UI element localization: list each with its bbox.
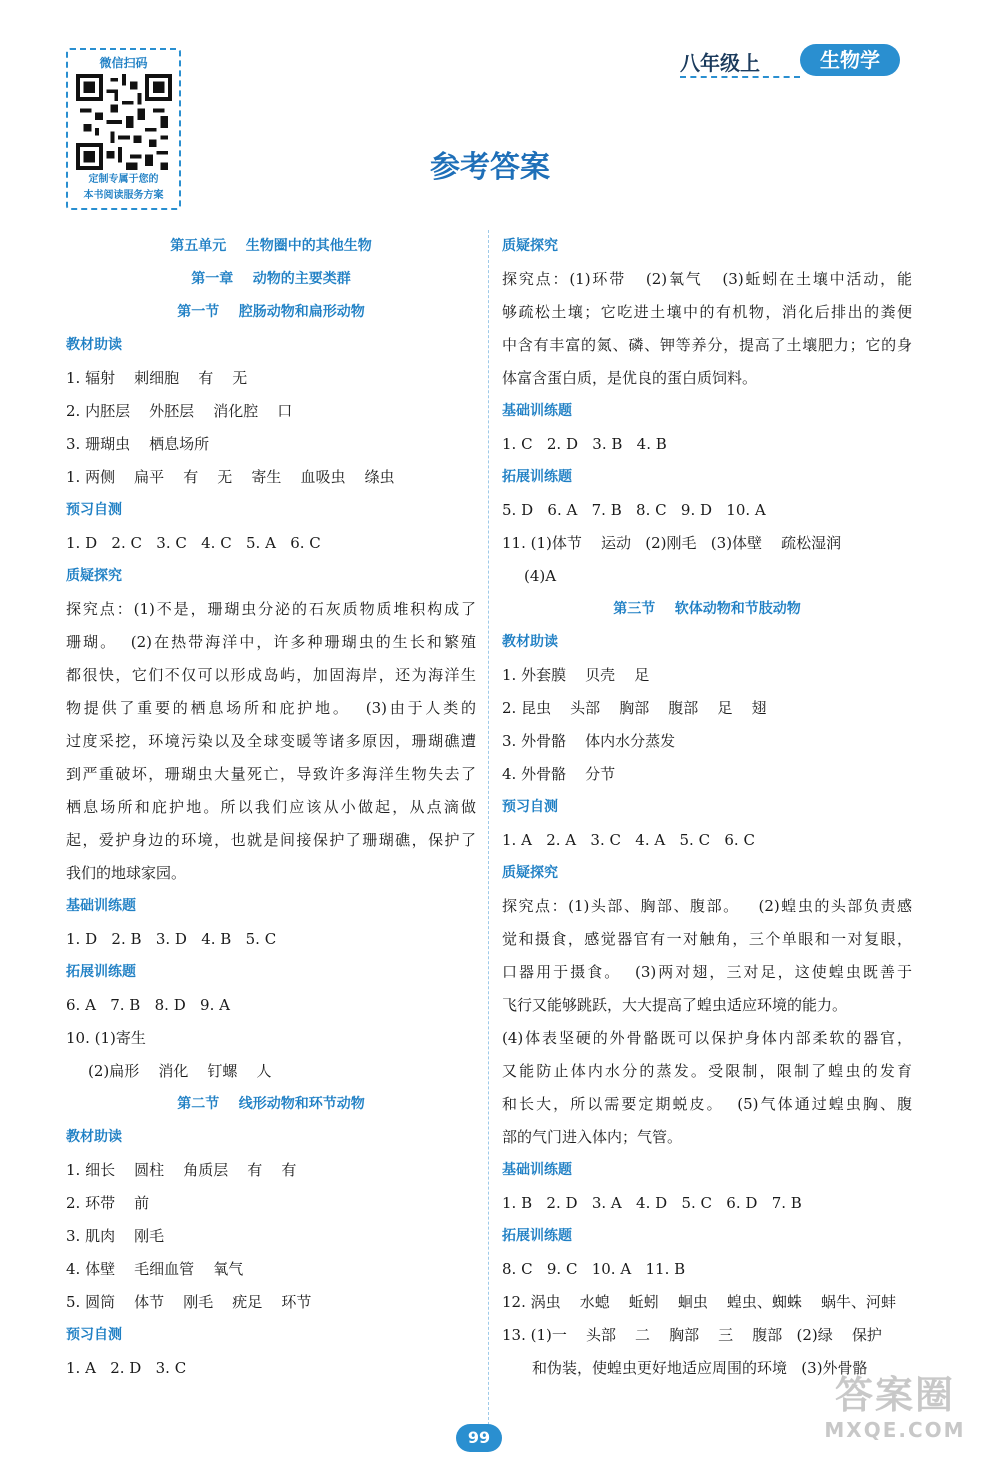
answer-line: 5. D 6. A 7. B 8. C 9. D 10. A (502, 501, 766, 519)
answer-line: 8. C 9. C 10. A 11. B (502, 1260, 686, 1278)
subsection-heading: 质疑探究 (66, 568, 122, 584)
subsection-heading: 拓展训练题 (502, 469, 572, 485)
answer-line: 和长大，所以需要定期蜕皮。 (5)气体通过蝗虫胸、腹 (502, 1095, 912, 1113)
grade-label: 八年级上 (680, 51, 760, 75)
right-column (502, 230, 912, 1385)
answer-line: 体富含蛋白质，是优良的蛋白质饲料。 (502, 369, 758, 387)
subsection-heading: 预习自测 (66, 1327, 122, 1343)
answer-line: 4. 外骨骼 分节 (502, 765, 616, 783)
column-divider (488, 230, 489, 1440)
answer-line: 探究点：(1)不是，珊瑚虫分泌的石灰质物质堆积构成了 (66, 600, 476, 618)
section-heading: 第三节 软体动物和节肢动物 (613, 601, 801, 617)
qr-caption-line-2: 本书阅读服务方案 (83, 190, 164, 201)
answer-line: 3. 肌肉 刚毛 (66, 1227, 165, 1245)
qr-caption-line-1: 定制专属于您的 (88, 174, 159, 185)
answer-line: 过度采挖，环境污染以及全球变暖等诸多原因，珊瑚礁遭 (66, 732, 476, 750)
answer-line: (4)体表坚硬的外骨骼既可以保护身体内部柔软的器官， (502, 1029, 912, 1047)
section-heading: 第二节 线形动物和环节动物 (177, 1096, 365, 1112)
answer-line: 我们的地球家园。 (66, 864, 187, 882)
answer-line: 探究点：(1)头部、胸部、腹部。 (2)蝗虫的头部负责感 (502, 897, 912, 915)
answer-line: 部的气门进入体内；气管。 (502, 1128, 683, 1146)
subsection-heading: 拓展训练题 (66, 964, 136, 980)
answer-line: 到严重破坏，珊瑚虫大量死亡，导致许多海洋生物失去了 (66, 765, 476, 783)
subsection-heading: 预习自测 (66, 502, 122, 518)
section-heading: 第一章 动物的主要类群 (191, 271, 351, 287)
subsection-heading: 教材助读 (502, 634, 558, 650)
answer-line: 珊瑚。 (2)在热带海洋中，许多种珊瑚虫的生长和繁殖 (66, 633, 476, 651)
subsection-heading: 教材助读 (66, 337, 122, 353)
section-heading: 第五单元 生物圈中的其他生物 (170, 238, 372, 254)
answer-line: 飞行又能够跳跃，大大提高了蝗虫适应环境的能力。 (502, 996, 848, 1014)
subsection-heading: 拓展训练题 (502, 1228, 572, 1244)
answer-line: 起，爱护身边的环境，也就是间接保护了珊瑚礁，保护了 (66, 831, 476, 849)
subject-badge: 生物学 (800, 44, 900, 76)
answer-line: 2. 内胚层 外胚层 消化腔 口 (66, 402, 293, 420)
section-heading: 第一节 腔肠动物和扁形动物 (177, 304, 365, 320)
answer-line: 1. C 2. D 3. B 4. B (502, 435, 667, 453)
subsection-heading: 质疑探究 (502, 865, 558, 881)
subsection-heading: 基础训练题 (502, 1162, 572, 1178)
watermark-top: 答案圈 (834, 1373, 955, 1417)
page-title-wrapper (0, 142, 1000, 186)
answer-line: 11. (1)体节 运动 (2)刚毛 (3)体壁 疏松湿润 (502, 534, 842, 552)
answer-line: 探究点：(1)环带 (2)氧气 (3)蚯蚓在土壤中活动，能 (502, 270, 912, 288)
header-divider (680, 76, 800, 78)
answer-line: 5. 圆筒 体节 刚毛 疣足 环节 (66, 1293, 312, 1311)
subsection-heading: 质疑探究 (502, 238, 558, 254)
answer-line: 1. A 2. D 3. C (66, 1359, 187, 1377)
answer-line: 口器用于摄食。 (3)两对翅，三对足，这使蝗虫既善于 (502, 963, 912, 981)
subsection-heading: 预习自测 (502, 799, 558, 815)
answer-line: 1. A 2. A 3. C 4. A 5. C 6. C (502, 831, 755, 849)
answer-line: (4)A (524, 567, 557, 585)
answer-line: 1. D 2. B 3. D 4. B 5. C (66, 930, 277, 948)
answer-line: 13. (1)一 头部 二 胸部 三 腹部 (2)绿 保护 (502, 1326, 882, 1344)
answer-line: 和伪装，使蝗虫更好地适应周围的环境 (3)外骨骼 (532, 1359, 868, 1377)
answer-line: 4. 体壁 毛细血管 氧气 (66, 1260, 244, 1278)
answer-line: 栖息场所和庇护地。所以我们应该从小做起，从点滴做 (66, 798, 476, 816)
watermark-logo (810, 1372, 980, 1452)
answer-line: 3. 外骨骼 体内水分蒸发 (502, 732, 676, 750)
qr-title: 微信扫码 (99, 56, 148, 70)
answer-line: 1. D 2. C 3. C 4. C 5. A 6. C (66, 534, 321, 552)
answer-line: 3. 珊瑚虫 栖息场所 (66, 435, 210, 453)
left-column (66, 230, 476, 1385)
watermark-bottom: MXQE.COM (824, 1418, 966, 1442)
subsection-heading: 教材助读 (66, 1129, 122, 1145)
answer-line: 1. 细长 圆柱 角质层 有 有 (66, 1161, 297, 1179)
answer-line: 够疏松土壤；它吃进土壤中的有机物，消化后排出的粪便 (502, 303, 912, 321)
answer-line: 2. 环带 前 (66, 1194, 150, 1212)
answer-line: 12. 涡虫 水螅 蚯蚓 蛔虫 蝗虫、蜘蛛 蜗牛、河蚌 (502, 1293, 896, 1311)
answer-line: 物提供了重要的栖息场所和庇护地。 (3)由于人类的 (66, 699, 476, 717)
answer-line: 1. 辐射 刺细胞 有 无 (66, 369, 248, 387)
answer-line: (2)扁形 消化 钉螺 人 (88, 1062, 272, 1080)
answer-line: 10. (1)寄生 (66, 1029, 146, 1047)
page-number: 99 (456, 1424, 502, 1452)
answer-line: 6. A 7. B 8. D 9. A (66, 996, 230, 1014)
subsection-heading: 基础训练题 (502, 403, 572, 419)
subsection-heading: 基础训练题 (66, 898, 136, 914)
answer-line: 1. 外套膜 贝壳 足 (502, 666, 650, 684)
answer-line: 觉和摄食，感觉器官有一对触角，三个单眼和一对复眼， (502, 930, 912, 948)
answer-line: 中含有丰富的氮、磷、钾等养分，提高了土壤肥力；它的身 (502, 336, 912, 354)
answer-line: 2. 昆虫 头部 胸部 腹部 足 翅 (502, 699, 767, 717)
answer-line: 1. B 2. D 3. A 4. D 5. C 6. D 7. B (502, 1194, 802, 1212)
answer-line: 1. 两侧 扁平 有 无 寄生 血吸虫 绦虫 (66, 468, 395, 486)
answer-line: 都很快，它们不仅可以形成岛屿，加固海岸，还为海洋生 (66, 666, 476, 684)
page-title: 参考答案 (430, 150, 550, 185)
answer-line: 又能防止体内水分的蒸发。受限制，限制了蝗虫的发育 (502, 1062, 912, 1080)
